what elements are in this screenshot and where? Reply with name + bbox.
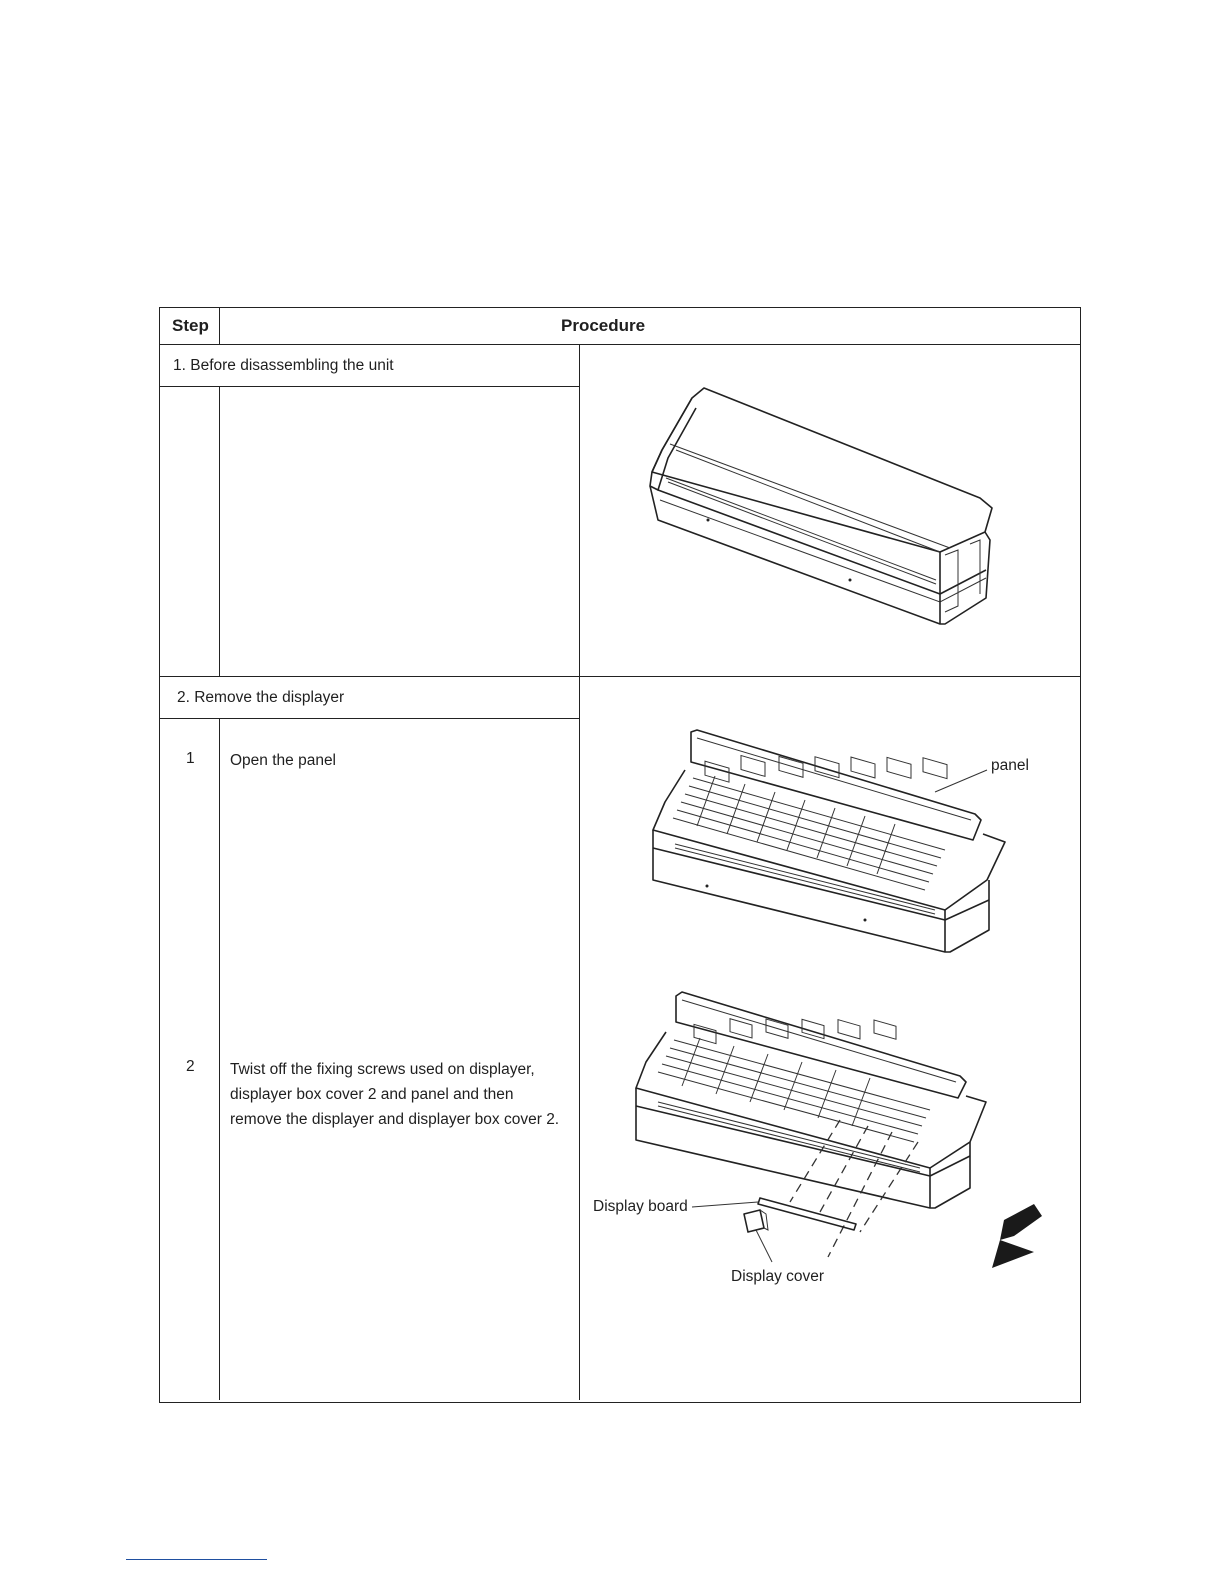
step-number-2: 2	[186, 1058, 195, 1075]
header-step: Step	[172, 316, 209, 335]
figure-panel-open	[645, 730, 1015, 960]
header-divider	[159, 344, 1081, 345]
section2-title-divider	[159, 718, 580, 719]
step-2-text-line-2: displayer box cover 2 and panel and then	[230, 1086, 514, 1103]
label-display-board: Display board	[593, 1198, 688, 1215]
step-1-text: Open the panel	[230, 752, 337, 769]
section1-title-divider	[159, 386, 580, 387]
section1-title: 1. Before disassembling the unit	[173, 357, 394, 374]
section-divider	[159, 676, 1081, 677]
section2-title: 2. Remove the displayer	[177, 689, 345, 706]
figure-indoor-unit-closed	[640, 380, 1000, 630]
footer-link-underline	[126, 1559, 267, 1560]
step-number-1: 1	[186, 750, 195, 767]
header-procedure: Procedure	[561, 316, 646, 335]
label-panel: panel	[991, 757, 1029, 774]
label-display-cover: Display cover	[731, 1268, 825, 1285]
header-step-divider	[219, 307, 220, 344]
figure-column-divider	[579, 344, 580, 1400]
figure-remove-display-board	[630, 992, 1050, 1282]
section2-step-column-divider	[219, 718, 220, 1400]
section1-step-column-divider	[219, 386, 220, 676]
step-2-text-line-1: Twist off the fixing screws used on displayer,	[230, 1061, 535, 1078]
step-2-text-line-3: remove the displayer and displayer box cover 2.	[230, 1111, 560, 1128]
